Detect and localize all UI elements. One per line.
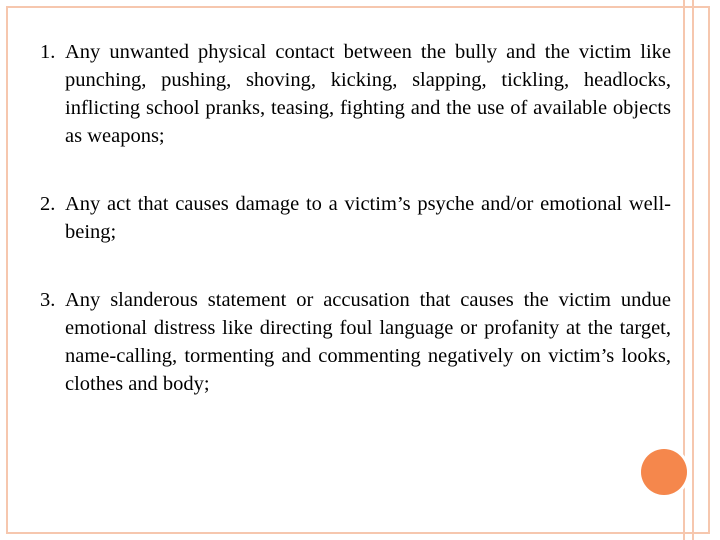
list-item-text: Any unwanted physical contact between the bully and the victim like punching, pushing, shoving, kicking, slapping, tickling, headlocks, inflicting school pranks, teasing, fighting and the use of available objects as weapons; <box>65 41 671 147</box>
list-item-1 <box>40 38 671 150</box>
list-item-2 <box>40 190 671 246</box>
list-item-text: Any slanderous statement or accusation that causes the victim undue emotional distress like directing foul language or profanity at the target, name-calling, tormenting and commenting negatively on victim’s looks, clothes and body; <box>65 289 671 395</box>
list-number: 3. <box>40 289 56 311</box>
list-number: 2. <box>40 193 56 215</box>
decorative-rule-right <box>692 0 694 540</box>
list-item-3 <box>40 286 671 398</box>
list-item-text: Any act that causes damage to a victim’s psyche and/or emotional well-being; <box>65 193 671 243</box>
decorative-circle <box>641 449 687 495</box>
numbered-list <box>40 38 671 398</box>
list-number: 1. <box>40 41 56 63</box>
